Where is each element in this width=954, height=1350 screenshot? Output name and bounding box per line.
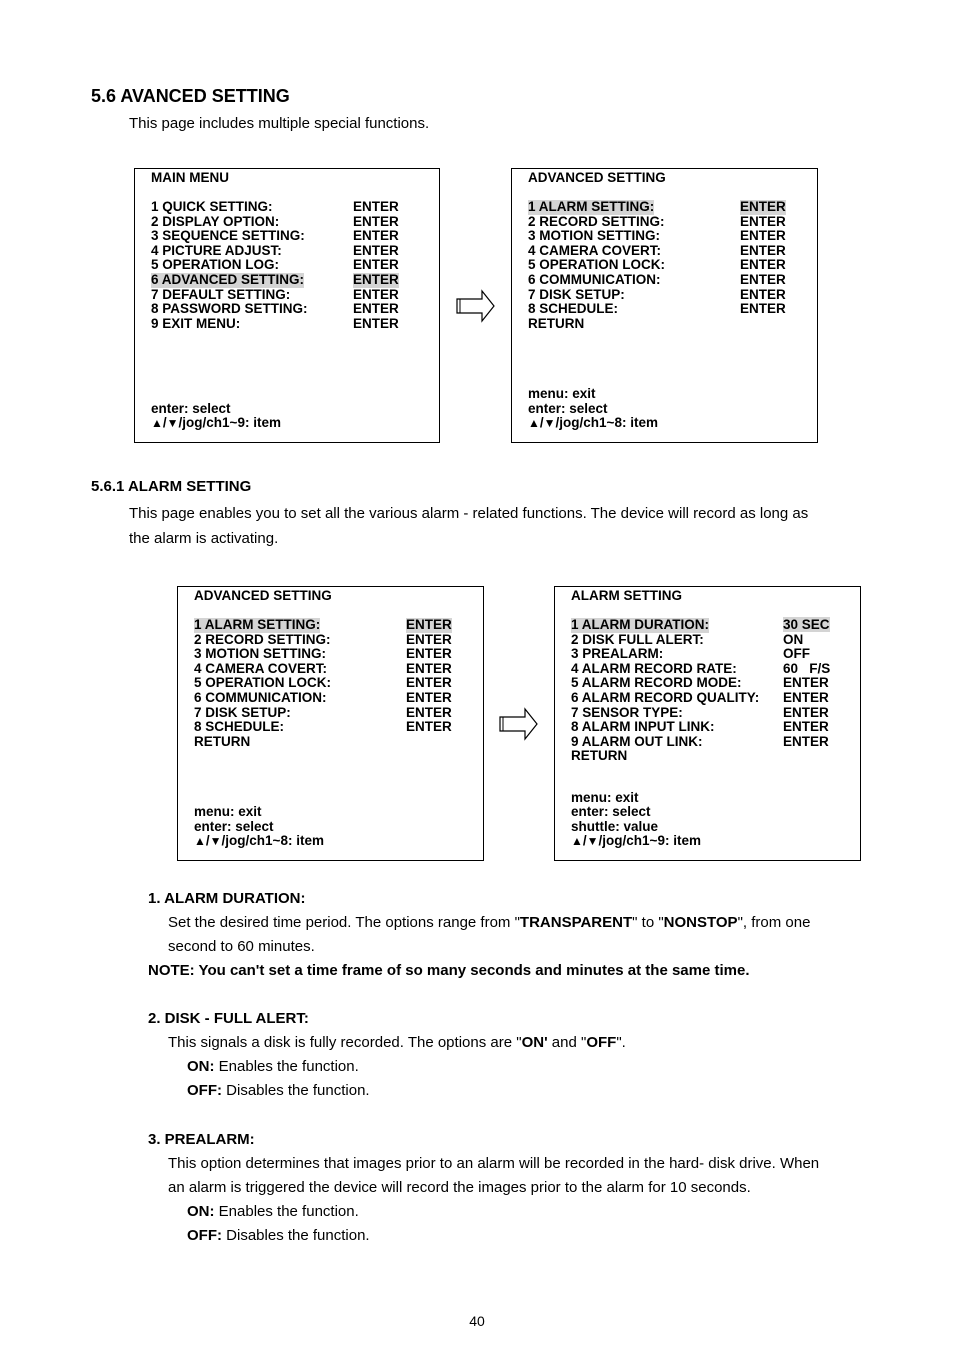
menu-item-value: ENTER <box>353 301 399 317</box>
prealarm-on-option: ON: Enables the function. <box>187 1203 359 1220</box>
menu-item-label: 2 DISPLAY OPTION: <box>151 213 280 229</box>
menu-item-label: 4 PICTURE ADJUST: <box>151 242 282 258</box>
menu-item-label: 5 ALARM RECORD MODE: <box>571 675 742 691</box>
disk-full-heading: 2. DISK - FULL ALERT: <box>148 1010 309 1027</box>
prealarm-paragraph-1: This option determines that images prior to an alarm will be recorded in the hard- disk drive. When <box>168 1155 820 1172</box>
slash: / <box>539 415 544 431</box>
disk-full-on-option: ON: Enables the function. <box>187 1058 359 1075</box>
footer-line <box>151 416 281 431</box>
menu-item-value: ENTER <box>406 631 452 647</box>
menu-item-label: 3 MOTION SETTING: <box>194 646 327 662</box>
menu-item-label: 9 ALARM OUT LINK: <box>571 733 703 749</box>
prealarm-off-option: OFF: Disables the function. <box>187 1227 370 1244</box>
slash: / <box>162 415 167 431</box>
subsection-title: 5.6.1 ALARM SETTING <box>91 478 252 495</box>
up-triangle-icon: ▲ <box>528 416 540 431</box>
menu-item-label: 7 DISK SETUP: <box>528 286 625 302</box>
menu-item-label: 1 ALARM SETTING: <box>528 199 655 214</box>
alarm-menu-panel <box>554 586 861 861</box>
menu-item-label: 9 EXIT MENU: <box>151 315 241 331</box>
footer-line: enter: select <box>571 804 651 820</box>
menu-item-value: ON <box>783 631 804 647</box>
footer-line <box>528 416 658 431</box>
main-menu-footer <box>151 402 281 431</box>
menu-item-value: ENTER <box>740 301 786 317</box>
menu-item-label: 5 OPERATION LOCK: <box>528 257 666 273</box>
disk-full-paragraph: This signals a disk is fully recorded. The options are "ON' and "OFF". <box>168 1034 626 1051</box>
menu-item-label: 7 DEFAULT SETTING: <box>151 286 291 302</box>
up-triangle-icon: ▲ <box>194 834 206 849</box>
menu-item-value: ENTER <box>740 242 786 258</box>
slash: / <box>205 833 210 849</box>
menu-item-label: 6 ALARM RECORD QUALITY: <box>571 689 760 705</box>
menu-item-label: 3 SEQUENCE SETTING: <box>151 228 305 244</box>
up-triangle-icon: ▲ <box>571 834 583 849</box>
menu-item-label: 8 ALARM INPUT LINK: <box>571 719 715 735</box>
subsection-intro-line-2: the alarm is activating. <box>129 530 279 547</box>
footer-text: /jog/ch1~8: item <box>555 415 658 431</box>
menu-item-label: 4 CAMERA COVERT: <box>194 660 328 676</box>
menu-item-value: ENTER <box>353 213 399 229</box>
menu-item-label: 2 RECORD SETTING: <box>194 631 331 647</box>
menu-item-label: 4 CAMERA COVERT: <box>528 242 662 258</box>
footer-line: enter: select <box>151 400 231 416</box>
alarm-duration-note: NOTE: You can't set a time frame of so many seconds and minutes at the same time. <box>148 962 750 979</box>
advanced-menu-title: ADVANCED SETTING <box>528 170 666 185</box>
menu-item-value: ENTER <box>783 733 829 749</box>
menu-item-label: 1 ALARM DURATION: <box>571 617 709 632</box>
menu-item-value: 60 F/S <box>783 660 831 676</box>
menu-item-label: 6 COMMUNICATION: <box>194 689 327 705</box>
menu-item-value: ENTER <box>353 228 399 244</box>
main-menu-title: MAIN MENU <box>151 170 229 185</box>
menu-item-value: ENTER <box>406 689 452 705</box>
down-triangle-icon: ▼ <box>166 416 179 431</box>
advanced-menu-panel <box>511 168 818 443</box>
section-title: 5.6 AVANCED SETTING <box>91 86 290 106</box>
menu-item-value: ENTER <box>406 704 452 720</box>
footer-line: menu: exit <box>571 789 639 805</box>
menu-item-label: 1 ALARM SETTING: <box>194 617 321 632</box>
footer-line <box>194 834 324 849</box>
menu-item-label: RETURN <box>194 733 251 749</box>
menu-item-label: RETURN <box>528 315 585 331</box>
prealarm-paragraph-2: an alarm is triggered the device will record the images prior to the alarm for 10 seconds. <box>168 1179 751 1196</box>
menu-item-label: 8 SCHEDULE: <box>528 301 619 317</box>
menu-item-value: OFF <box>783 646 810 662</box>
footer-line <box>571 834 701 849</box>
footer-text: /jog/ch1~8: item <box>221 833 324 849</box>
advanced-menu-footer <box>528 387 658 431</box>
menu-item-value: ENTER <box>740 257 786 273</box>
footer-line: enter: select <box>194 818 274 834</box>
prealarm-heading: 3. PREALARM: <box>148 1131 255 1148</box>
footer-line: menu: exit <box>194 804 262 820</box>
main-menu-panel <box>134 168 440 443</box>
menu-item-value: ENTER <box>353 271 399 287</box>
menu-item-value: ENTER <box>406 719 452 735</box>
menu-item-value: ENTER <box>740 199 786 214</box>
advanced-menu-title: ADVANCED SETTING <box>194 588 332 603</box>
menu-item-label: 6 COMMUNICATION: <box>528 271 661 287</box>
advanced-menu-footer <box>194 805 324 849</box>
menu-item-label: 2 DISK FULL ALERT: <box>571 631 704 647</box>
alarm-duration-heading: 1. ALARM DURATION: <box>148 890 306 907</box>
right-arrow-icon <box>499 707 539 741</box>
menu-item-value: ENTER <box>783 704 829 720</box>
menu-item-label: 7 SENSOR TYPE: <box>571 704 683 720</box>
down-triangle-icon: ▼ <box>586 834 599 849</box>
menu-item-value: ENTER <box>783 719 829 735</box>
section-intro: This page includes multiple special functions. <box>129 115 430 132</box>
menu-item-label: 8 SCHEDULE: <box>194 719 285 735</box>
page-number: 40 <box>469 1313 485 1329</box>
footer-line: enter: select <box>528 400 608 416</box>
alarm-menu-footer <box>571 791 701 849</box>
right-arrow-icon <box>456 289 496 323</box>
menu-item-label: 4 ALARM RECORD RATE: <box>571 660 737 676</box>
menu-item-value: ENTER <box>740 271 786 287</box>
menu-item-value: ENTER <box>740 213 786 229</box>
up-triangle-icon: ▲ <box>151 416 163 431</box>
menu-item-value: ENTER <box>406 646 452 662</box>
menu-item-value: ENTER <box>406 617 452 632</box>
advanced-menu-panel-2 <box>177 586 484 861</box>
menu-item-value: ENTER <box>353 257 399 273</box>
alarm-menu-title: ALARM SETTING <box>571 588 682 603</box>
menu-item-label: 2 RECORD SETTING: <box>528 213 665 229</box>
menu-item-label: 5 OPERATION LOCK: <box>194 675 332 691</box>
menu-item-label: 3 PREALARM: <box>571 646 664 662</box>
alarm-duration-paragraph-1: Set the desired time period. The options range from "TRANSPARENT" to "NONSTOP", from one <box>168 914 811 931</box>
menu-item-value: ENTER <box>353 199 399 214</box>
menu-item-value: ENTER <box>353 242 399 258</box>
menu-item-value: ENTER <box>406 675 452 691</box>
menu-item-value: ENTER <box>783 675 829 691</box>
menu-item-label: 1 QUICK SETTING: <box>151 199 273 214</box>
down-triangle-icon: ▼ <box>543 416 556 431</box>
menu-item-label: 7 DISK SETUP: <box>194 704 291 720</box>
menu-item-value: ENTER <box>353 315 399 331</box>
footer-line: menu: exit <box>528 386 596 402</box>
down-triangle-icon: ▼ <box>209 834 222 849</box>
menu-item-label: 6 ADVANCED SETTING: <box>151 271 305 287</box>
menu-item-value: ENTER <box>783 689 829 705</box>
menu-item-label: 8 PASSWORD SETTING: <box>151 301 308 317</box>
menu-item-value: ENTER <box>740 286 786 302</box>
disk-full-off-option: OFF: Disables the function. <box>187 1082 370 1099</box>
menu-item-label: 3 MOTION SETTING: <box>528 228 661 244</box>
menu-item-value: ENTER <box>406 660 452 676</box>
menu-item-value: ENTER <box>353 286 399 302</box>
footer-text: /jog/ch1~9: item <box>598 833 701 849</box>
slash: / <box>582 833 587 849</box>
footer-line: shuttle: value <box>571 818 659 834</box>
menu-item-value: 30 SEC <box>783 617 830 632</box>
subsection-intro-line-1: This page enables you to set all the various alarm - related functions. The device will record as long as <box>129 505 809 522</box>
menu-item-label: 5 OPERATION LOG: <box>151 257 280 273</box>
menu-item-value: ENTER <box>740 228 786 244</box>
menu-item-label: RETURN <box>571 748 628 764</box>
footer-text: /jog/ch1~9: item <box>178 415 281 431</box>
alarm-duration-paragraph-2: second to 60 minutes. <box>168 938 315 955</box>
